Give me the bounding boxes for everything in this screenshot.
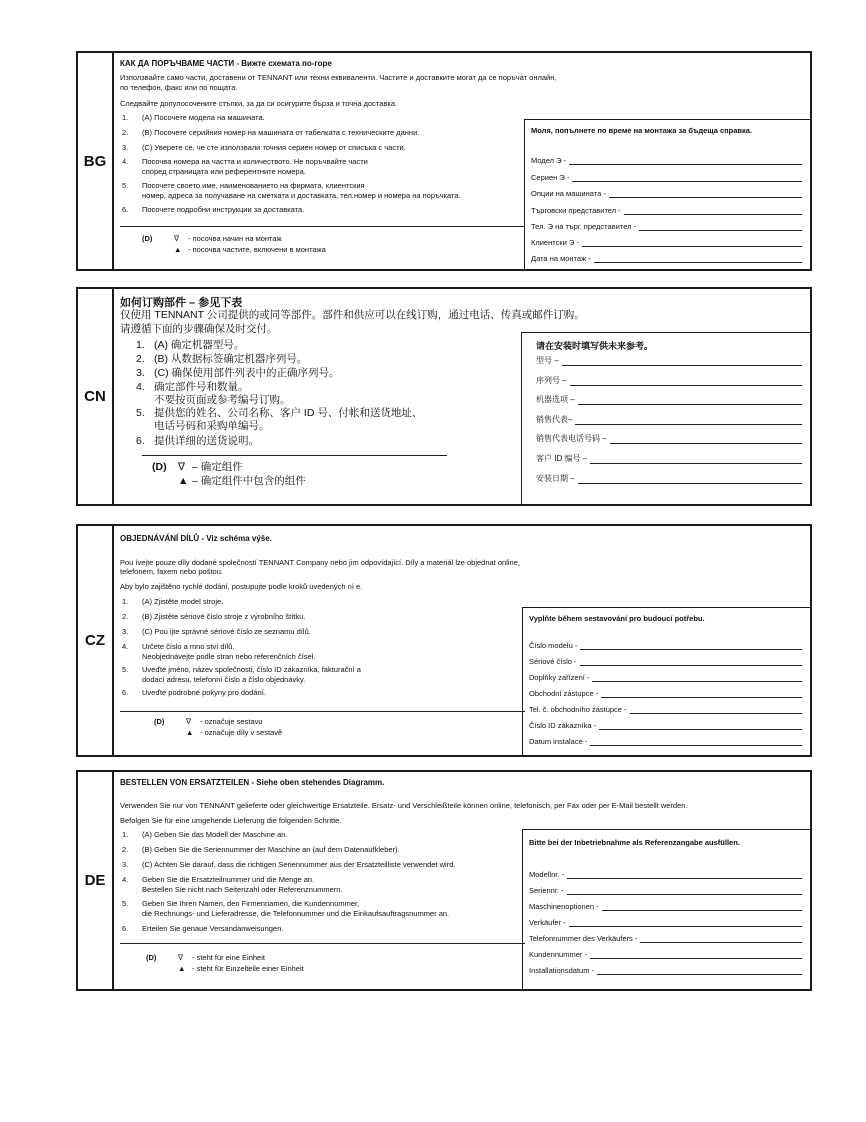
reference-title: Моля, попълнете по време на монтажа за бъдеща справка. — [531, 126, 753, 135]
step-item: 2. (B) Посочете серийния номер на машината от табелката с техническите данни. — [122, 128, 420, 137]
panel-title: OBJEDNÁVÁNÍ DÍLŮ - Viz schéma výše. — [120, 534, 272, 543]
step-item: 5. Uveďte jméno, název společnosti, číslo ID zákazníka, fakturační a dodací adresu, telefonní číslo a číslo objednávky. — [122, 665, 361, 684]
reference-field[interactable]: Клиентски Э - — [531, 238, 802, 247]
reference-field[interactable]: Дата на монтаж - — [531, 254, 802, 263]
reference-field[interactable]: 机器选项 – — [536, 394, 802, 405]
reference-field[interactable]: Seriennr. - — [529, 886, 802, 895]
step-item: 6. 提供详细的送货说明。 — [136, 435, 259, 447]
panel-cn — [76, 287, 812, 506]
panel-title: BESTELLEN VON ERSATZTEILEN - Siehe oben stehendes Diagramm. — [120, 778, 385, 787]
step-item: 3. (C) Уверете се, че сте използвали точния сериен номер от списъка с части. — [122, 143, 406, 152]
reference-title: Vyplňte během sestavování pro budoucí potřebu. — [529, 614, 705, 623]
reference-field[interactable]: 销售代表– — [536, 414, 802, 425]
reference-field[interactable]: 客户 ID 编号 – — [536, 453, 802, 464]
intro-line: по телефон, факс или по пощата. — [120, 83, 238, 92]
language-code: CZ — [78, 526, 114, 755]
reference-field[interactable]: Модел Э - — [531, 156, 802, 165]
step-item: 5. Geben Sie Ihren Namen, den Firmennamen, die Kundennummer, die Rechnungs- und Lieferadresse, die Telefonnummer und die Einkaufsauftragsnummer an. — [122, 899, 450, 918]
reference-field[interactable]: Опции на машината - — [531, 189, 802, 198]
filled-triangle-icon: ▲ — [178, 475, 189, 487]
step-item: 1. (A) 确定机器型号。 — [136, 339, 245, 351]
step-item: 5. 提供您的姓名、公司名称、客户 ID 号、付帐和送货地址、 电话号码和采购单编号。 — [136, 407, 423, 432]
step-item: 4. 确定部件号和数量。 不要按页面或参考编号订购。 — [136, 381, 291, 406]
step-item: 1. (A) Посочете модела на машината. — [122, 113, 265, 122]
panel-content — [112, 53, 810, 269]
open-triangle-icon: ∇ — [174, 234, 180, 243]
step-item: 4. Určete číslo a mno ství dílů. Neobjednávejte podle stran nebo referenčních čísel. — [122, 642, 316, 661]
intro-line: 请遵循下面的步骤确保及时交付。 — [120, 323, 278, 335]
panel-bg — [76, 51, 812, 271]
filled-triangle-icon: ▲ — [186, 728, 194, 737]
reference-box — [521, 332, 810, 504]
step-item: 3. (C) Achten Sie darauf, dass die richtigen Seriennummer aus der Ersatzteilliste verwendet wird. — [122, 860, 456, 869]
reference-field[interactable]: 序列号 – — [536, 375, 802, 386]
step-item: 2. (B) Geben Sie die Seriennummer der Maschine an (auf dem Datenaufkleber). — [122, 845, 400, 854]
filled-triangle-icon: ▲ — [174, 245, 182, 254]
open-triangle-icon: ∇ — [186, 717, 192, 726]
language-code: DE — [78, 772, 114, 989]
reference-field[interactable]: Maschinenoptionen - — [529, 902, 802, 911]
open-triangle-icon: ∇ — [178, 461, 186, 473]
panel-title: КАК ДА ПОРЪЧВАМЕ ЧАСТИ - Вижте схемата по-горе — [120, 59, 332, 68]
step-item: 1. (A) Geben Sie das Modell der Maschine an. — [122, 830, 288, 839]
separator-line — [120, 711, 525, 712]
filled-triangle-icon: ▲ — [178, 964, 186, 973]
reference-box — [524, 119, 810, 269]
step-item: 3. (C) Pou ijte správné sériové číslo ze seznamu dílů. — [122, 627, 311, 636]
reference-field[interactable]: Modellnr. - — [529, 870, 802, 879]
reference-field[interactable]: Obchodní zástupce - — [529, 689, 802, 698]
reference-box — [522, 607, 810, 755]
step-item: 2. (B) 从数据标签确定机器序列号。 — [136, 353, 308, 365]
language-code: BG — [78, 53, 114, 269]
step-item: 5. Посочете своето име, наименованието на фирмата, клиентския номер, адреса за получаване на сметката и доставката, тел.номер и номера на поръчката. — [122, 181, 461, 200]
legend: (D) ∇ - označuje sestavu ▲ - označuje díly v sestavě — [154, 717, 283, 737]
reference-field[interactable]: Installationsdatum - — [529, 966, 802, 975]
separator-line — [142, 455, 447, 456]
reference-field[interactable]: Tel. č. obchodního zástupce - — [529, 705, 802, 714]
separator-line — [120, 943, 525, 944]
reference-field[interactable]: Datum instalace - — [529, 737, 802, 746]
step-item: 4. Посочва номера на частта и количеството. Не поръчвайте части според страницата или референтните номера. — [122, 157, 368, 176]
step-item: 1. (A) Zjistěte model stroje. — [122, 597, 224, 606]
step-item: 2. (B) Zjistěte sériové číslo stroje z výrobního štítku. — [122, 612, 306, 621]
reference-field[interactable]: 型号 – — [536, 355, 802, 366]
intro-line: Pou ívejte pouze díly dodané společností TENNANT Company nebo jim odpovídající. Díly a materiál lze objednat online, — [120, 558, 520, 567]
legend: (D) ∇ – 确定组件 ▲ – 确定组件中包含的组件 — [152, 461, 306, 487]
open-triangle-icon: ∇ — [178, 953, 184, 962]
reference-field[interactable]: Číslo ID zákazníka - — [529, 721, 802, 730]
reference-field[interactable]: Sériové číslo - — [529, 657, 802, 666]
instructions-lead: Aby bylo zajištěno rychlé dodání, postupujte podle kroků uvedených ní e. — [120, 582, 363, 591]
reference-field[interactable]: Тел. Э на търг. представител - — [531, 222, 802, 231]
panel-content — [112, 772, 810, 989]
panel-de — [76, 770, 812, 991]
panel-content — [112, 526, 810, 755]
intro-line: 仅使用 TENNANT 公司提供的或同等部件。部件和供应可以在线订购，通过电话、传真或邮件订购。 — [120, 309, 585, 321]
reference-field[interactable]: Сериен Э - — [531, 173, 802, 182]
reference-field[interactable]: Doplňky zařízení - — [529, 673, 802, 682]
reference-field[interactable]: 销售代表电话号码 – — [536, 433, 802, 444]
language-code: CN — [78, 289, 114, 504]
reference-box — [522, 829, 810, 989]
separator-line — [120, 226, 525, 227]
step-item: 6. Посочете подробни инструкции за доставката. — [122, 205, 305, 214]
instructions-lead: Befolgen Sie für eine umgehende Lieferung die folgenden Schritte. — [120, 816, 342, 825]
reference-field[interactable]: Telefonnummer des Verkäufers - — [529, 934, 802, 943]
intro-line: telefonem, faxem nebo poštou. — [120, 567, 223, 576]
step-item: 3. (C) 确保使用部件列表中的正确序列号。 — [136, 367, 340, 379]
intro-line: Използвайте само части, доставени от TENNANT или техни еквиваленти. Частите и доставките могат да се поръчат онлайн, — [120, 73, 557, 82]
reference-title: 请在安装时填写供未来参考。 — [536, 341, 654, 351]
panel-cz — [76, 524, 812, 757]
instructions-lead: Следвайте допулосочените стъпки, за да си осигурите бърза и точна доставка. — [120, 99, 398, 108]
panel-title: 如何订购部件 – 参见下表 — [120, 297, 243, 309]
step-item: 4. Geben Sie die Ersatzteilnummer und die Menge an. Bestellen Sie nicht nach Seitenzahl oder Referenznummern. — [122, 875, 343, 894]
reference-title: Bitte bei der Inbetriebnahme als Referenzangabe ausfüllen. — [529, 838, 740, 847]
intro-line: Verwenden Sie nur von TENNANT gelieferte oder gleichwertige Ersatzteile. Ersatz- und Verschleißteile können online, telefonisch, per Fax oder per E-Mail bestellt werden. — [120, 801, 688, 810]
reference-field[interactable]: Kundennummer - — [529, 950, 802, 959]
reference-field[interactable]: 安装日期 – — [536, 473, 802, 484]
legend: (D) ∇ - посочва начин на монтаж ▲ - посочва частите, включени в монтажа — [142, 234, 326, 254]
step-item: 6. Uveďte podrobné pokyny pro dodání. — [122, 688, 266, 697]
step-item: 6. Erteilen Sie genaue Versandanweisungen. — [122, 924, 284, 933]
panel-content — [112, 289, 810, 504]
reference-field[interactable]: Търговски представител - — [531, 206, 802, 215]
legend: (D) ∇ - steht für eine Einheit ▲ - steht für Einzelteile einer Einheit — [146, 953, 304, 973]
reference-field[interactable]: Verkäufer - — [529, 918, 802, 927]
reference-field[interactable]: Číslo modelu - — [529, 641, 802, 650]
